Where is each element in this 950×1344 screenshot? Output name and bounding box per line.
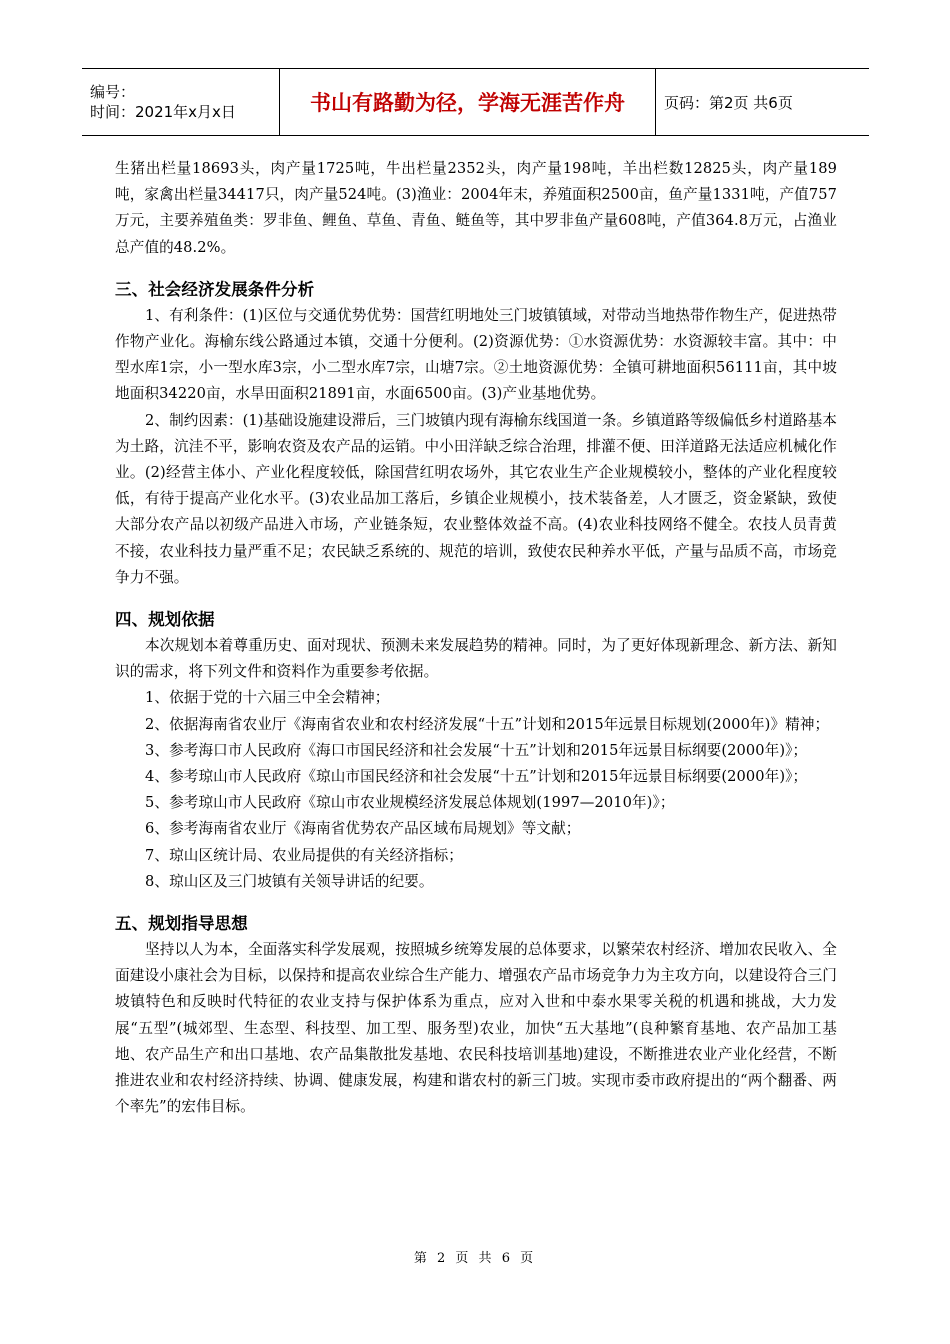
reference-item-4: 4、参考琼山市人民政府《琼山市国民经济和社会发展“十五”计划和2015年远景目标纲要(2000年)》； <box>145 768 808 786</box>
intro-paragraph: 生猪出栏量18693头，肉产量1725吨，牛出栏量2352头，肉产量198吨，羊出栏数12825头，肉产量189吨，家禽出栏量34417只，肉产量524吨。(3)渔业：2004年末，养殖面积2500亩，鱼产量1331吨，产值757万元，主要养殖鱼类：罗非鱼、鲤鱼、草鱼、青鱼、鲢鱼等，其中罗非鱼产量608吨，产值364.8万元，占渔业总产值的48.2%。 <box>115 160 837 256</box>
header-motto <box>280 69 656 135</box>
section3-paragraph-1: 1、有利条件：(1)区位与交通优势优势：国营红明地处三门坡镇镇域，对带动当地热带作物生产，促进热带作物产业化。海榆东线公路通过本镇，交通十分便利。(2)资源优势：①水资源优势：水资源较丰富。其中：中型水库1宗，小一型水库3宗，小二型水库7宗，山塘7宗。②土地资源优势：全镇可耕地面积56111亩，其中坡地面积34220亩，水旱田面积21891亩，水面6500亩。(3)产业基地优势。 <box>115 306 837 403</box>
reference-item-1: 1、依据于党的十六届三中全会精神； <box>145 689 390 707</box>
header-page-info <box>656 69 869 135</box>
document-time-label: 时间：2021年x月x日 <box>90 103 236 121</box>
section4-intro: 本次规划本着尊重历史、面对现状、预测未来发展趋势的精神。同时，为了更好体现新理念、新方法、新知识的需求，将下列文件和资料作为重要参考依据。 <box>115 637 837 681</box>
document-code-label: 编号： <box>90 83 136 101</box>
section5-paragraph-1: 坚持以人为本，全面落实科学发展观，按照城乡统筹发展的总体要求，以繁荣农村经济、增加农民收入、全面建设小康社会为目标，以保持和提高农业综合生产能力、增强农产品市场竞争力为主攻方向，以建设符合三门坡镇特色和反映时代特征的农业支持与保护体系为重点，应对入世和中泰水果零关税的机遇和挑战，大力发展“五型”(城郊型、生态型、科技型、加工型、服务型)农业，加快“五大基地”(良种繁育基地、农产品加工基地、农产品生产和出口基地、农产品集散批发基地、农民科技培训基地)建设，不断推进农业产业化经营，不断推进农业和农村经济持续、协调、健康发展，构建和谐农村的新三门坡。实现市委市政府提出的“两个翻番、两个率先”的宏伟目标。 <box>115 941 837 1116</box>
reference-item-5: 5、参考琼山市人民政府《琼山市农业规模经济发展总体规划(1997—2010年)》； <box>145 794 675 812</box>
section-heading-3: 三、社会经济发展条件分析 <box>115 279 315 299</box>
footer-page-number: 第 2 页 共 6 页 <box>413 1251 537 1266</box>
section-heading-4: 四、规划依据 <box>115 610 215 630</box>
motto-text: 书山有路勤为径，学海无涯苦作舟 <box>310 91 625 115</box>
section3-paragraph-2: 2、制约因素：(1)基础设施建设滞后，三门坡镇内现有海榆东线国道一条。乡镇道路等级偏低乡村道路基本为土路，沆洼不平，影响农资及农产品的运销。中小田洋缺乏综合治理，排灌不便、田洋道路无法适应机械化作业。(2)经营主体小、产业化程度较低，除国营红明农场外，其它农业生产企业规模较小，整体的产业化程度较低，有待于提高产业化水平。(3)农业品加工落后，乡镇企业规模小，技术装备差，人才匮乏，资金紧缺，致使大部分农产品以初级产品进入市场，产业链条短，农业整体效益不高。(4)农业科技网络不健全。农技人员青黄不接，农业科技力量严重不足；农民缺乏系统的、规范的培训，致使农民种养水平低，产量与品质不高，市场竞争力不强。 <box>115 411 837 586</box>
page-header <box>82 68 869 136</box>
page-footer <box>0 1247 950 1266</box>
reference-item-7: 7、琼山区统计局、农业局提供的有关经济指标； <box>145 846 463 864</box>
header-meta <box>82 69 280 135</box>
section-heading-5: 五、规划指导思想 <box>115 914 248 934</box>
reference-item-8: 8、琼山区及三门坡镇有关领导讲话的纪要。 <box>145 872 434 890</box>
reference-item-6: 6、参考海南省农业厅《海南省优势农产品区域布局规划》等文献； <box>145 820 581 838</box>
document-body <box>115 156 837 1121</box>
reference-item-3: 3、参考海口市人民政府《海口市国民经济和社会发展“十五”计划和2015年远景目标纲要(2000年)》； <box>145 741 808 759</box>
reference-item-2: 2、依据海南省农业厅《海南省农业和农村经济发展“十五”计划和2015年远景目标规划(2000年)》精神； <box>145 715 830 733</box>
page-number-label: 页码：第2页 共6页 <box>664 93 793 112</box>
